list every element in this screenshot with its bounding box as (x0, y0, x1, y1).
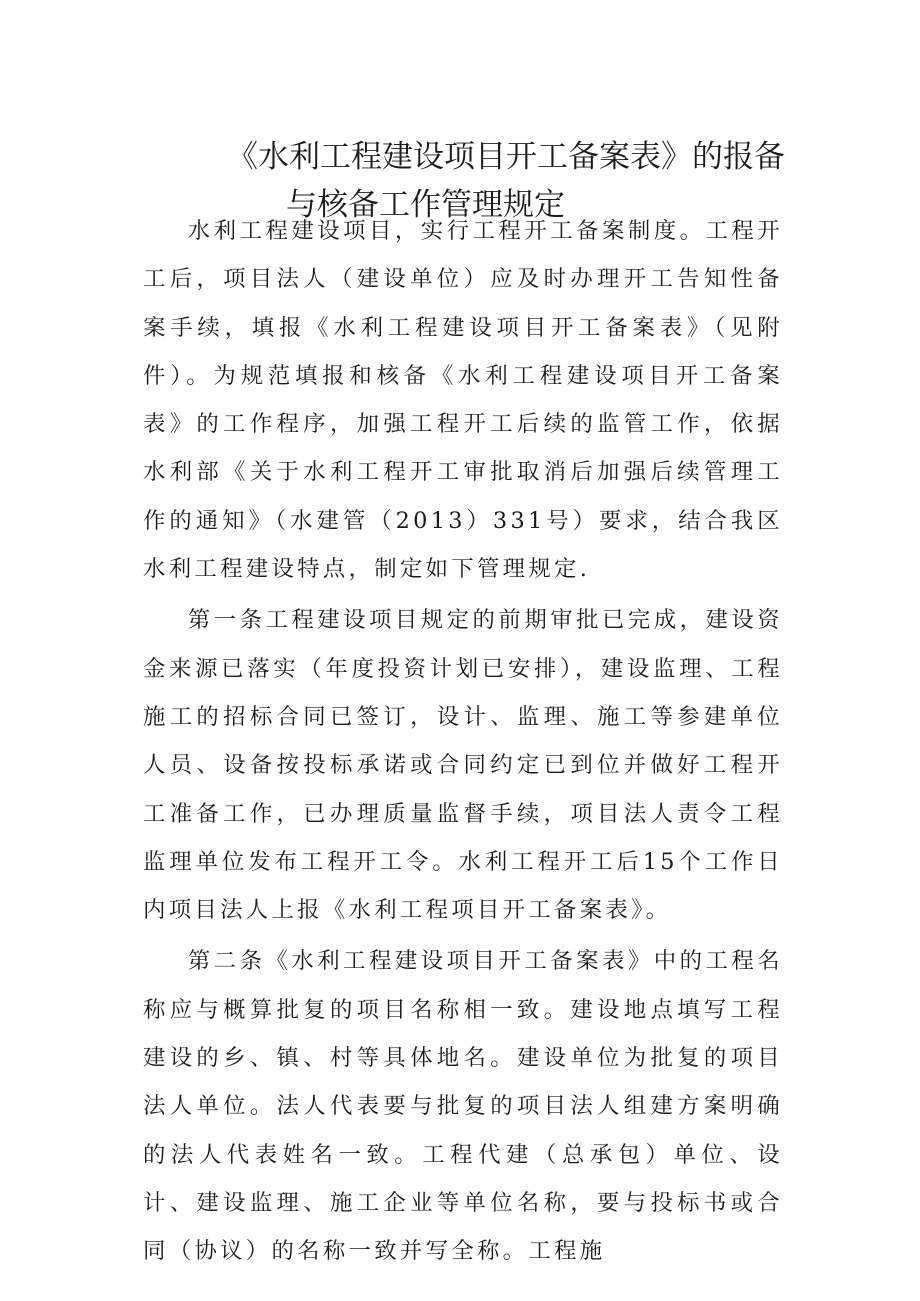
paragraph-article-1: 第一条工程建设项目规定的前期审批已完成，建设资金来源已落实（年度投资计划已安排），建设监理、工程施工的招标合同已签订，设计、监理、施工等参建单位人员、设备按投标承诺或合同约定已到位并做好工程开工准备工作，已办理质量监督手续，项目法人责令工程监理单位发布工程开工令。水利工程开工后15个工作日内项目法人上报《水利工程项目开工备案表》。 (143, 607, 783, 924)
paragraph-article-2: 第二条《水利工程建设项目开工备案表》中的工程名称应与概算批复的项目名称相一致。建设地点填写工程建设的乡、镇、村等具体地名。建设单位为批复的项目法人单位。法人代表要与批复的项目法人组建方案明确的法人代表姓名一致。工程代建（总承包）单位、设计、建设监理、施工企业等单位名称，要与投标书或合同（协议）的名称一致并写全称。工程施 (143, 948, 783, 1265)
title-line-1: 《水利工程建设项目开工备案表》的报备 (227, 138, 785, 175)
document-body (143, 207, 783, 1276)
paragraph-intro: 水利工程建设项目，实行工程开工备案制度。工程开工后，项目法人（建设单位）应及时办理开工告知性备案手续，填报《水利工程建设项目开工备案表》（见附件）。为规范填报和核备《水利工程建设项目开工备案表》的工作程序，加强工程开工后续的监管工作，依据水利部《关于水利工程开工审批取消后加强后续管理工作的通知》（水建管（2013）331号）要求，结合我区水利工程建设特点，制定如下管理规定. (143, 218, 783, 583)
title-line-2: 与核备工作管理规定 (286, 186, 565, 223)
